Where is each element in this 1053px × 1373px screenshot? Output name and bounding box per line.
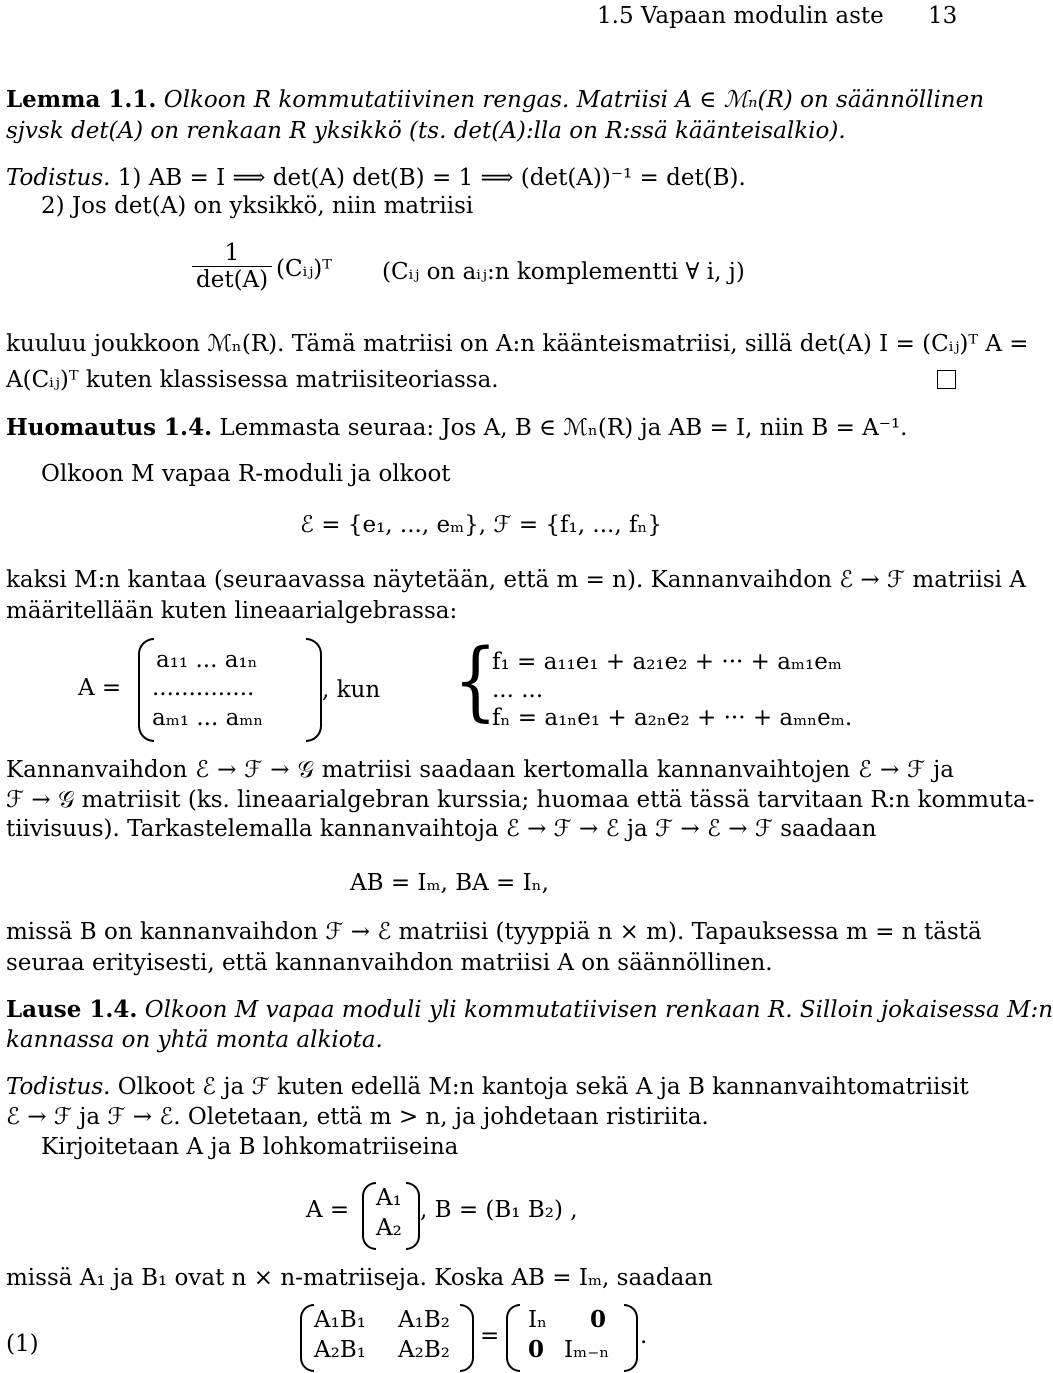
eq-left-matrix-left-paren — [300, 1304, 314, 1372]
body1-line-1: Olkoon M vapaa R-moduli ja olkoot — [41, 461, 451, 487]
block-a-lhs: A = — [306, 1197, 350, 1223]
identity-block-22: Iₘ₋ₙ — [564, 1337, 610, 1363]
theorem-text-1: Olkoon M vapaa moduli yli kommutatiivisen renkaan R. Silloin jokaisessa M:n — [144, 997, 1053, 1023]
zero-block-21: 0 — [528, 1336, 545, 1363]
cofactor-comment: (Cᵢⱼ on aᵢⱼ:n komplementti ∀ i, j) — [382, 259, 745, 285]
eq-right-matrix-left-paren — [506, 1304, 520, 1372]
proof1-line-3: kuuluu joukkoon ℳₙ(R). Tämä matriisi on A:n käänteismatriisi, sillä det(A) I = (Cᵢⱼ)ᵀ A = — [6, 331, 1029, 357]
body1-line-2: kaksi M:n kantaa (seuraavassa näytetään, että m = n). Kannanvaihdon ℰ → ℱ matriisi A — [6, 567, 1026, 593]
body2-line-1: Kannanvaihdon ℰ → ℱ → 𝒢 matriisi saadaan kertomalla kannanvaihtojen ℰ → ℱ ja — [6, 757, 954, 783]
proof1-text-1: 1) AB = I ⟹ det(A) det(B) = 1 ⟹ (det(A))⁻¹ = det(B). — [117, 165, 746, 191]
system-eq-1: f₁ = a₁₁e₁ + a₂₁e₂ + ··· + aₘ₁eₘ — [492, 649, 842, 675]
eq-right-matrix-right-paren — [624, 1304, 638, 1372]
proof1-line-2: 2) Jos det(A) on yksikkö, niin matriisi — [41, 193, 474, 219]
body2-line-4: missä B on kannanvaihdon ℱ → ℰ matriisi (tyyppiä n × m). Tapauksessa m = n tästä — [6, 919, 982, 945]
system-left-brace: { — [453, 631, 498, 731]
proof2-label: Todistus. — [6, 1074, 111, 1100]
block-a-left-paren — [362, 1182, 376, 1250]
block-a-bottom: A₂ — [376, 1215, 402, 1241]
system-eq-3: fₙ = a₁ₙe₁ + a₂ₙe₂ + ··· + aₘₙeₘ. — [492, 705, 853, 731]
matrix-row-1: a₁₁ ... a₁ₙ — [156, 647, 258, 673]
fraction-denominator: det(A) — [196, 267, 269, 293]
block-a-top: A₁ — [376, 1185, 402, 1211]
theorem-line-1 — [6, 996, 1053, 1025]
eq-sign: = — [480, 1323, 500, 1349]
matrix-lhs: A = — [78, 675, 122, 701]
remark-label: Huomautus 1.4. — [6, 414, 213, 441]
block-b-expr: , B = (B₁ B₂) , — [420, 1197, 578, 1223]
lemma-line-1 — [6, 86, 985, 115]
identity-display: AB = Iₘ, BA = Iₙ, — [350, 870, 549, 896]
matrix-row-3: aₘ₁ ... aₘₙ — [152, 705, 264, 731]
matrix-row-2: .............. — [152, 675, 255, 701]
equation-final-period: . — [640, 1323, 648, 1349]
block-product-12: A₁B₂ — [398, 1307, 450, 1333]
bases-display: ℰ = {e₁, ..., eₘ}, ℱ = {f₁, ..., fₙ} — [300, 512, 663, 538]
proof1-label: Todistus. — [6, 165, 111, 191]
running-header: 1.5 Vapaan modulin aste — [597, 3, 884, 29]
lemma-label: Lemma 1.1. — [6, 86, 157, 113]
remark-text: Lemmasta seuraa: Jos A, B ∈ ℳₙ(R) ja AB = I, niin B = A⁻¹. — [219, 415, 908, 441]
identity-block-11: Iₙ — [528, 1307, 548, 1333]
proof1-line-1 — [6, 164, 746, 193]
system-eq-2: ... ... — [492, 677, 544, 703]
block-product-22: A₂B₂ — [398, 1337, 450, 1363]
equation-number: (1) — [6, 1331, 39, 1357]
proof2-line-2: ℰ → ℱ ja ℱ → ℰ. Oletetaan, että m > n, ja johdetaan ristiriita. — [6, 1104, 709, 1130]
lemma-line-2: sjvsk det(A) on renkaan R yksikkö (ts. det(A):lla on R:ssä käänteisalkio). — [6, 118, 846, 144]
body2-line-3: tiivisuus). Tarkastelemalla kannanvaihtoja ℰ → ℱ → ℰ ja ℱ → ℰ → ℱ saadaan — [6, 816, 877, 842]
lemma-text-1: Olkoon R kommutatiivinen rengas. Matriisi A ∈ ℳₙ(R) on säännöllinen — [163, 87, 985, 113]
page-number: 13 — [928, 3, 958, 29]
inverse-fraction — [192, 240, 272, 293]
proof2-text-1: Olkoot ℰ ja ℱ kuten edellä M:n kantoja sekä A ja B kannanvaihtomatriisit — [117, 1074, 969, 1100]
block-product-21: A₂B₁ — [314, 1337, 366, 1363]
matrix-right-paren — [306, 638, 322, 742]
proof2-line-4: missä A₁ ja B₁ ovat n × n-matriiseja. Koska AB = Iₘ, saadaan — [6, 1265, 713, 1291]
block-product-11: A₁B₁ — [314, 1307, 366, 1333]
proof1-line-4: A(Cᵢⱼ)ᵀ kuten klassisessa matriisiteoriassa. — [6, 367, 499, 393]
cofactor-transpose: (Cᵢⱼ)ᵀ — [276, 256, 332, 282]
zero-block-12: 0 — [590, 1306, 607, 1333]
fraction-numerator: 1 — [192, 240, 272, 267]
theorem-label: Lause 1.4. — [6, 996, 138, 1023]
proof2-line-3: Kirjoitetaan A ja B lohkomatriiseina — [41, 1134, 459, 1160]
body2-line-2: ℱ → 𝒢 matriisit (ks. lineaarialgebran kurssia; huomaa että tässä tarvitaan R:n kommuta- — [6, 787, 1035, 813]
remark-line — [6, 414, 907, 443]
body2-line-5: seuraa erityisesti, että kannanvaihdon matriisi A on säännöllinen. — [6, 950, 773, 976]
eq-left-matrix-right-paren — [460, 1304, 474, 1372]
proof2-line-1 — [6, 1073, 969, 1102]
block-a-right-paren — [406, 1182, 420, 1250]
theorem-line-2: kannassa on yhtä monta alkiota. — [6, 1027, 383, 1053]
qed-symbol — [937, 370, 956, 389]
kun-word: , kun — [322, 677, 381, 703]
body1-line-3: määritellään kuten lineaarialgebrassa: — [6, 598, 458, 624]
